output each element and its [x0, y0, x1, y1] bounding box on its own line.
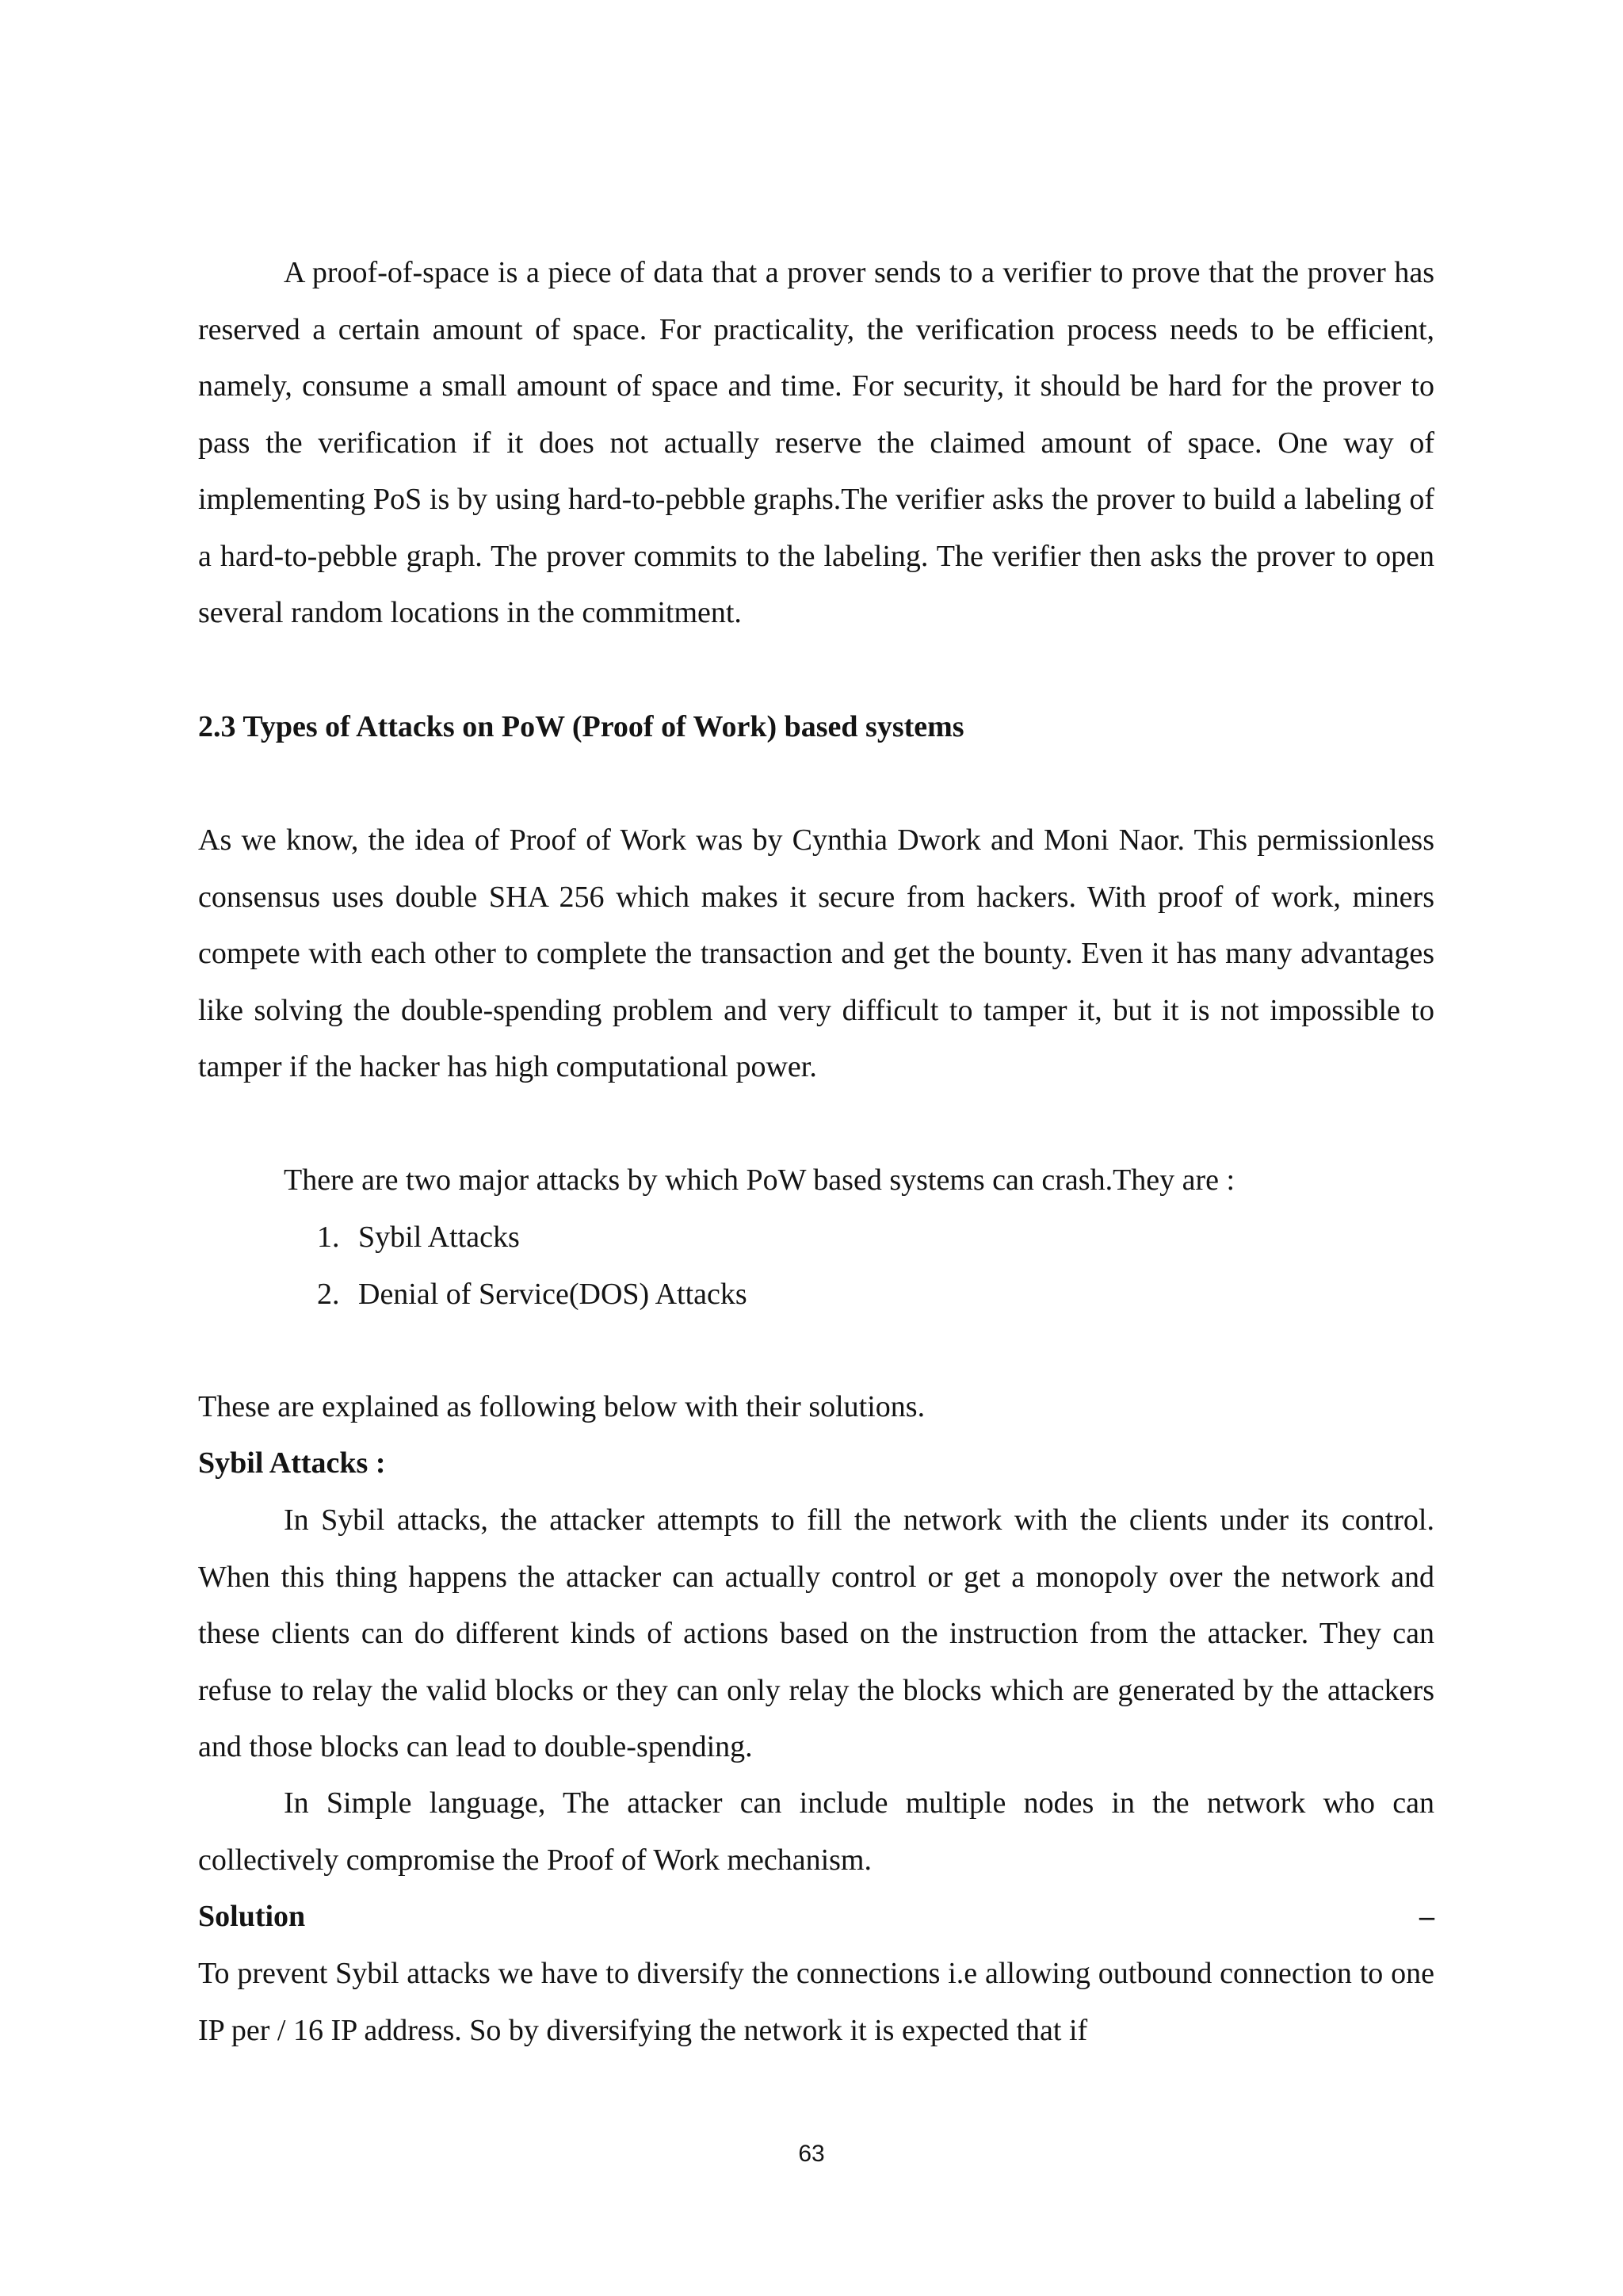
solution-paragraph: To prevent Sybil attacks we have to diversify the connections i.e allowing outbound connection to one IP per / 16 IP address. So by diversifying the network it is expected that if: [198, 1957, 1434, 2047]
explained-paragraph: These are explained as following below with their solutions.: [198, 1390, 926, 1423]
list-item-label: Sybil Attacks: [358, 1221, 520, 1254]
solution-heading: Solution: [198, 1900, 306, 1933]
list-item-label: Denial of Service(DOS) Attacks: [358, 1278, 747, 1311]
solution-heading-row: [198, 1889, 1434, 1946]
sybil-heading: Sybil Attacks :: [198, 1446, 386, 1480]
list-item-number: 2.: [317, 1278, 340, 1311]
proof-of-space-paragraph: A proof-of-space is a piece of data that a prover sends to a verifier to prove that the prover has reserved a certain amount of space. For practicality, the verification process needs to be efficient, namely, consume a small amount of space and time. For security, it should be hard for the prover to pass the verification if it does not actually reserve the claimed amount of space. One way of implementing PoS is by using hard-to-pebble graphs.The verifier asks the prover to build a labeling of a hard-to-pebble graph. The prover commits to the labeling. The verifier then asks the prover to open several random locations in the commitment.: [198, 256, 1434, 629]
page-number: 63: [798, 2141, 825, 2167]
list-item: [317, 1209, 747, 1266]
two-attacks-paragraph: There are two major attacks by which PoW based systems can crash.They are :: [284, 1163, 1235, 1197]
pow-intro-paragraph: As we know, the idea of Proof of Work was by Cynthia Dwork and Moni Naor. This permissionless consensus uses double SHA 256 which makes it secure from hackers. With proof of work, miners compete with each other to complete the transaction and get the bounty. Even it has many advantages like solving the double-spending problem and very difficult to tamper it, but it is not impossible to tamper if the hacker has high computational power.: [198, 823, 1434, 1083]
list-item-number: 1.: [317, 1221, 340, 1254]
section-heading: 2.3 Types of Attacks on PoW (Proof of Work) based systems: [198, 710, 964, 743]
attack-list: [317, 1209, 747, 1323]
list-item: [317, 1266, 747, 1323]
sybil-paragraph-2: In Simple language, The attacker can include multiple nodes in the network who can collectively compromise the Proof of Work mechanism.: [198, 1786, 1434, 1877]
sybil-paragraph-1: In Sybil attacks, the attacker attempts to fill the network with the clients under its control. When this thing happens the attacker can actually control or get a monopoly over the network and these clients can do different kinds of actions based on the instruction from the attacker. They can refuse to relay the valid blocks or they can only relay the blocks which are generated by the attackers and those blocks can lead to double-spending.: [198, 1503, 1434, 1763]
solution-dash: –: [1419, 1900, 1434, 1933]
